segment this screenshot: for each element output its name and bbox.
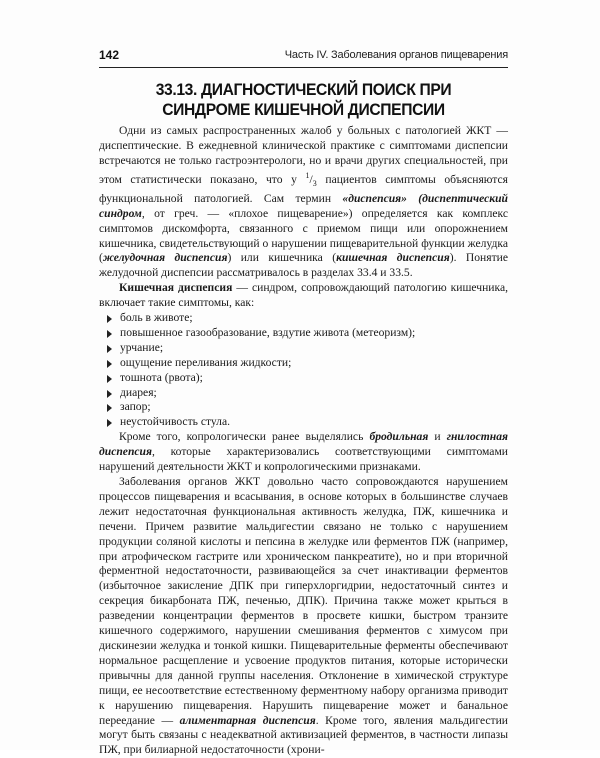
bullet-triangle-icon xyxy=(107,345,112,353)
bullet-triangle-icon xyxy=(107,315,112,323)
symptom-text: боль в животе; xyxy=(120,311,193,325)
term-intestinal-dyspepsia-bold: Кишечная диспепсия xyxy=(119,281,233,295)
symptom-text: запор; xyxy=(120,400,151,414)
symptom-text: диарея; xyxy=(120,385,157,399)
paragraph-intro-text-5: ). Понятие желудочной диспепсии рассматривалось в разделах 33.4 и 33.5. xyxy=(99,251,508,280)
bullet-triangle-icon xyxy=(107,375,112,383)
paragraph-intro-text-4: ) или кишечника ( xyxy=(227,251,337,265)
paragraph-intro-text-3: , от греч. — «плохое пищеварение») определяется как комплекс симптомов дискомфорта, связанного с приемом пищи или опорожнением кишечника, свидетельствующий о нарушении пищеварительной функции желудка ( xyxy=(99,206,508,265)
symptom-item xyxy=(99,371,508,386)
part-title: Часть IV. Заболевания органов пищеварения xyxy=(284,49,508,61)
paragraph-definition xyxy=(99,281,508,311)
term-gastric-dyspepsia: желудочная диспепсия xyxy=(102,251,228,265)
symptom-text: неустойчивость стула. xyxy=(120,415,231,429)
term-fermentative: бродильная xyxy=(369,430,429,444)
body-text xyxy=(99,124,508,758)
paragraph-maldigestion-text-2: . Кроме того, явления мальдигестии могут быть связаны с неадекватной активизацией ферментов, в частности липазы ПЖ, при билиарной недостаточности (хрони- xyxy=(99,713,508,757)
symptom-item xyxy=(99,386,508,401)
bullet-triangle-icon xyxy=(107,419,112,427)
term-putrefactive-dyspepsia: гнилостная диспепсия xyxy=(99,430,508,459)
symptom-item xyxy=(99,400,508,415)
running-header xyxy=(99,45,508,68)
paragraph-coprology xyxy=(99,430,508,475)
paragraph-coprology-text-2: и xyxy=(428,430,447,444)
paragraph-maldigestion xyxy=(99,475,508,758)
paragraph-definition-text: — синдром, сопровождающий патологию кишечника, включает такие симптомы, как: xyxy=(99,281,508,310)
symptom-item xyxy=(99,341,508,356)
paragraph-coprology-text-1: Кроме того, копрологически ранее выделялись xyxy=(119,430,370,444)
bullet-triangle-icon xyxy=(107,330,112,338)
symptom-list xyxy=(99,311,508,430)
paragraph-intro-text-1: Одни из самых распространенных жалоб у больных с патологией ЖКТ — диспептические. В ежедневной клинической практике с симптомами диспепсии встречаются не только гастроэнтерологи, но и врачи других специальностей, при этом статистически показано, что у xyxy=(99,124,508,186)
fraction-denominator: 3 xyxy=(312,178,317,188)
symptom-text: урчание; xyxy=(120,340,164,354)
symptom-text: повышенное газообразование, вздутие живота (метеоризм); xyxy=(120,325,416,339)
symptom-text: ощущение переливания жидкости; xyxy=(120,355,292,369)
term-intestinal-dyspepsia: кишечная диспепсия xyxy=(336,251,450,265)
symptom-item xyxy=(99,311,508,326)
bullet-triangle-icon xyxy=(107,404,112,412)
symptom-item xyxy=(99,415,508,430)
page-number: 142 xyxy=(99,48,120,62)
symptom-text: тошнота (рвота); xyxy=(120,370,203,384)
term-dyspepsia: «диспепсия» (диспептический синдром xyxy=(99,191,508,220)
fraction-numerator: 1 xyxy=(305,170,310,180)
bullet-triangle-icon xyxy=(107,360,112,368)
bullet-triangle-icon xyxy=(107,390,112,398)
paragraph-intro: Одни из самых распространенных жалоб у больных с патологией ЖКТ — диспептические. В ежедневной клинической практике с симптомами диспепсии встречаются не только гастроэнтерологи, но и врачи других специальностей, при этом статистически показано, что у $^1/_3$ пациентов симптомы объясняются функциональной патологией. Сам термин «диспепсия» (диспептический синдром, от греч. — «плохое пищеварение») определяется как комплекс симптомов дискомфорта, связанного с приемом пищи или опорожнением кишечника, свидетельствующий о нарушении пищеварительной функции желудка (желудочная диспепсия) или кишечника (кишечная диспепсия). Понятие желудочной диспепсии рассматривалось в разделах 33.4 и 33.5. xyxy=(99,124,508,280)
paragraph-coprology-text-3: , которые характеризовались соответствующими симптомами нарушений деятельности ЖКТ и копрологическими признаками. xyxy=(99,445,508,474)
section-heading: 33.13. ДИАГНОСТИЧЕСКИЙ ПОИСК ПРИ СИНДРОМЕ КИШЕЧНОЙ ДИСПЕПСИИ xyxy=(155,80,452,119)
symptom-item xyxy=(99,326,508,341)
paragraph-maldigestion-text-1: Заболевания органов ЖКТ довольно часто сопровождаются нарушением процессов пищеварения и всасывания, в основе которых в большинстве случаев лежит недостаточная функциональная активность желудка, ПЖ, кишечника и печени. Причем развитие мальдигестии связано не только с нарушением продукции соляной кислоты и пепсина в желудке или ферментов ПЖ (например, при атрофическом гастрите или хроническом панкреатите), но и при вторичной ферментной недостаточности, развивающейся за счет инактивации ферментов (избыточное закисление ДПК при гиперхлоргидрии, недостаточный синтез и секреция бикарбоната ПЖ, печенью, ДПК). Причина также может крыться в разведении концентрации ферментов в просвете кишки, быстром транзите кишечного содержимого, нарушении смешивания ферментов с химусом при дискинезии желудка и тонкой кишки. Пищеварительные ферменты обеспечивают нормальное расщепление и усвоение продуктов питания, которые исторически привычны для данной группы населения. Отклонение в химической структуре пищи, ее несоответствие естественному ферментному набору организма приводит к нарушению пищеварения. Нарушить пищеварение может и банальное переедание — xyxy=(99,475,508,727)
term-alimentary-dyspepsia: алиментарная диспепсия xyxy=(179,713,316,727)
symptom-item xyxy=(99,356,508,371)
paragraph-intro-text-2: пациентов симптомы объясняются функциональной патологией. Сам термин xyxy=(99,172,508,205)
